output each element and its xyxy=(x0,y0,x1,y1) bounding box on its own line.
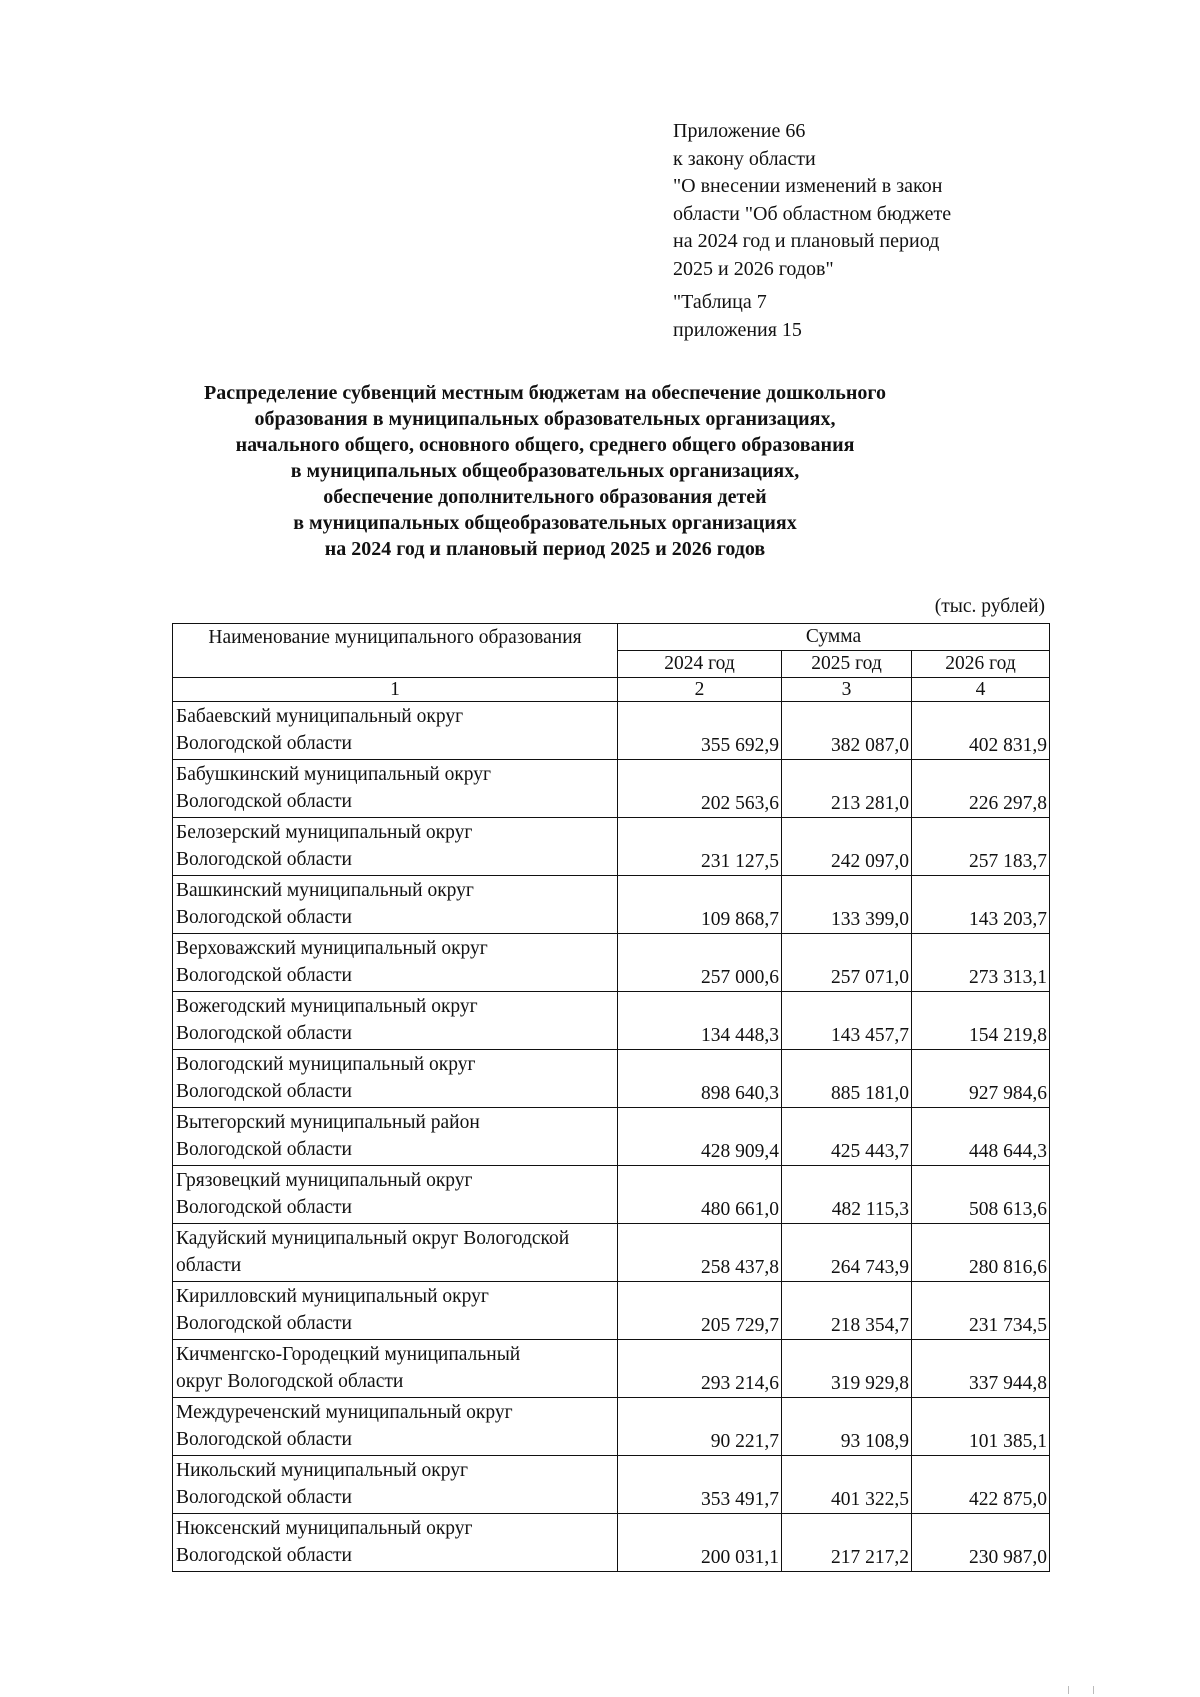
amount-2025: 319 929,8 xyxy=(782,1340,912,1398)
column-number: 1 xyxy=(173,678,618,702)
table-ref-line: приложения 15 xyxy=(673,318,802,341)
amount-2024: 200 031,1 xyxy=(618,1514,782,1572)
amount-2025: 217 217,2 xyxy=(782,1514,912,1572)
amount-2026: 422 875,0 xyxy=(912,1456,1050,1514)
amount-2024: 480 661,0 xyxy=(618,1166,782,1224)
municipality-name-line: Вологодской области xyxy=(176,1081,352,1102)
municipality-name-line: Междуреченский муниципальный округ xyxy=(176,1402,513,1423)
municipality-name-line: Кирилловский муниципальный округ xyxy=(176,1286,489,1307)
municipality-name-line: Никольский муниципальный округ xyxy=(176,1460,469,1481)
amount-2026: 154 219,8 xyxy=(912,992,1050,1050)
municipality-name xyxy=(173,1514,618,1572)
title-line: начального общего, основного общего, среднего общего образования xyxy=(235,434,855,456)
appendix-line: на 2024 год и плановый период xyxy=(673,230,940,252)
amount-2024: 202 563,6 xyxy=(618,760,782,818)
amount-2025: 885 181,0 xyxy=(782,1050,912,1108)
appendix-line: области "Об областном бюджете xyxy=(673,202,952,225)
title-line: в муниципальных общеобразовательных организациях xyxy=(293,512,797,534)
municipality-name-line: Вологодский муниципальный округ xyxy=(176,1054,476,1075)
amount-2024: 258 437,8 xyxy=(618,1224,782,1282)
municipality-name-line: Вологодской области xyxy=(176,791,352,812)
municipality-name-line: Нюксенский муниципальный округ xyxy=(176,1518,473,1539)
municipality-name xyxy=(173,1282,618,1340)
header-sum: Сумма xyxy=(618,624,1050,651)
amount-2025: 257 071,0 xyxy=(782,934,912,992)
table-row xyxy=(173,818,1050,876)
amount-2026: 280 816,6 xyxy=(912,1224,1050,1282)
appendix-line: Приложение 66 xyxy=(673,120,806,142)
amount-2025: 133 399,0 xyxy=(782,876,912,934)
municipality-name xyxy=(173,1456,618,1514)
municipality-name-line: Вологодской области xyxy=(176,1487,352,1508)
units-label: (тыс. рублей) xyxy=(934,596,1045,617)
amount-2026: 230 987,0 xyxy=(912,1514,1050,1572)
amount-2025: 264 743,9 xyxy=(782,1224,912,1282)
amount-2025: 401 322,5 xyxy=(782,1456,912,1514)
municipality-name-line: Вологодской области xyxy=(176,965,352,986)
amount-2025: 213 281,0 xyxy=(782,760,912,818)
municipality-name-line: Вологодской области xyxy=(176,1313,352,1334)
municipality-name-line: Вологодской области xyxy=(176,849,352,870)
amount-2025: 143 457,7 xyxy=(782,992,912,1050)
column-number: 4 xyxy=(912,678,1050,702)
municipality-name-line: Кадуйский муниципальный округ Вологодской xyxy=(176,1228,570,1249)
amount-2024: 353 491,7 xyxy=(618,1456,782,1514)
amount-2024: 109 868,7 xyxy=(618,876,782,934)
amount-2026: 402 831,9 xyxy=(912,702,1050,760)
header-year-2026: 2026 год xyxy=(912,651,1050,678)
municipality-name-line: Верховажский муниципальный округ xyxy=(176,938,488,959)
amount-2026: 226 297,8 xyxy=(912,760,1050,818)
amount-2024: 293 214,6 xyxy=(618,1340,782,1398)
municipality-name-line: Вологодской области xyxy=(176,733,352,754)
municipality-name-line: Белозерский муниципальный округ xyxy=(176,822,473,843)
municipality-name-line: округ Вологодской области xyxy=(176,1371,404,1392)
appendix-line: "О внесении изменений в закон xyxy=(673,175,943,197)
amount-2024: 428 909,4 xyxy=(618,1108,782,1166)
table-row xyxy=(173,702,1050,760)
table-row xyxy=(173,1224,1050,1282)
municipality-name xyxy=(173,1398,618,1456)
amount-2024: 231 127,5 xyxy=(618,818,782,876)
table-row xyxy=(173,1050,1050,1108)
municipality-name-line: Вологодской области xyxy=(176,907,352,928)
table-row xyxy=(173,1108,1050,1166)
municipality-name xyxy=(173,934,618,992)
municipality-name-line: Вашкинский муниципальный округ xyxy=(176,880,474,901)
amount-2026: 337 944,8 xyxy=(912,1340,1050,1398)
municipality-name-line: Вологодской области xyxy=(176,1197,352,1218)
title-line: в муниципальных общеобразовательных организациях, xyxy=(290,460,800,482)
municipality-name xyxy=(173,992,618,1050)
title-line: на 2024 год и плановый период 2025 и 2026 годов xyxy=(324,538,766,560)
column-number: 3 xyxy=(782,678,912,702)
municipality-name xyxy=(173,818,618,876)
table-row xyxy=(173,992,1050,1050)
table-row xyxy=(173,1340,1050,1398)
municipality-name xyxy=(173,876,618,934)
municipality-name-line: Вологодской области xyxy=(176,1023,352,1044)
municipality-name xyxy=(173,1340,618,1398)
document-title xyxy=(160,380,930,562)
amount-2025: 93 108,9 xyxy=(782,1398,912,1456)
table-row xyxy=(173,1166,1050,1224)
amount-2025: 218 354,7 xyxy=(782,1282,912,1340)
table-row xyxy=(173,876,1050,934)
table-row xyxy=(173,1282,1050,1340)
amount-2026: 257 183,7 xyxy=(912,818,1050,876)
appendix-reference xyxy=(673,118,1013,344)
municipality-name xyxy=(173,1166,618,1224)
subsidy-table xyxy=(172,623,1050,1572)
amount-2026: 273 313,1 xyxy=(912,934,1050,992)
header-year-2025: 2025 год xyxy=(782,651,912,678)
municipality-name-line: Грязовецкий муниципальный округ xyxy=(176,1170,473,1191)
table-row xyxy=(173,1514,1050,1572)
table-row xyxy=(173,760,1050,818)
table-row xyxy=(173,934,1050,992)
municipality-name-line: Бабушкинский муниципальный округ xyxy=(176,764,492,785)
title-line: Распределение субвенций местным бюджетам на обеспечение дошкольного xyxy=(204,382,886,404)
table-ref-line: "Таблица 7 xyxy=(673,291,767,313)
municipality-name-line: области xyxy=(176,1255,242,1276)
column-number: 2 xyxy=(618,678,782,702)
amount-2025: 382 087,0 xyxy=(782,702,912,760)
table-row xyxy=(173,1456,1050,1514)
municipality-name-line: Вологодской области xyxy=(176,1545,352,1566)
municipality-name-line: Кичменгско-Городецкий муниципальный xyxy=(176,1344,521,1365)
municipality-name xyxy=(173,1050,618,1108)
municipality-name xyxy=(173,760,618,818)
amount-2024: 205 729,7 xyxy=(618,1282,782,1340)
amount-2026: 448 644,3 xyxy=(912,1108,1050,1166)
amount-2024: 257 000,6 xyxy=(618,934,782,992)
municipality-name-line: Вологодской области xyxy=(176,1139,352,1160)
amount-2026: 101 385,1 xyxy=(912,1398,1050,1456)
amount-2024: 355 692,9 xyxy=(618,702,782,760)
municipality-name-line: Вологодской области xyxy=(176,1429,352,1450)
municipality-name xyxy=(173,702,618,760)
amount-2025: 242 097,0 xyxy=(782,818,912,876)
amount-2026: 231 734,5 xyxy=(912,1282,1050,1340)
municipality-name xyxy=(173,1108,618,1166)
title-line: обеспечение дополнительного образования детей xyxy=(323,486,767,508)
municipality-name xyxy=(173,1224,618,1282)
table-row xyxy=(173,1398,1050,1456)
municipality-name-line: Вытегорский муниципальный район xyxy=(176,1112,480,1133)
amount-2024: 898 640,3 xyxy=(618,1050,782,1108)
amount-2024: 134 448,3 xyxy=(618,992,782,1050)
amount-2025: 425 443,7 xyxy=(782,1108,912,1166)
amount-2025: 482 115,3 xyxy=(782,1166,912,1224)
amount-2026: 927 984,6 xyxy=(912,1050,1050,1108)
appendix-line: 2025 и 2026 годов" xyxy=(673,257,834,280)
municipality-name-line: Вожегодский муниципальный округ xyxy=(176,996,478,1017)
amount-2026: 508 613,6 xyxy=(912,1166,1050,1224)
header-year-2024: 2024 год xyxy=(618,651,782,678)
title-line: образования в муниципальных образовательных организациях, xyxy=(254,408,836,430)
amount-2024: 90 221,7 xyxy=(618,1398,782,1456)
table-body xyxy=(173,702,1050,1572)
appendix-line: к закону области xyxy=(673,147,816,170)
scan-mark xyxy=(1068,1686,1094,1694)
header-name: Наименование муниципального образования xyxy=(173,624,618,678)
amount-2026: 143 203,7 xyxy=(912,876,1050,934)
municipality-name-line: Бабаевский муниципальный округ xyxy=(176,706,464,727)
